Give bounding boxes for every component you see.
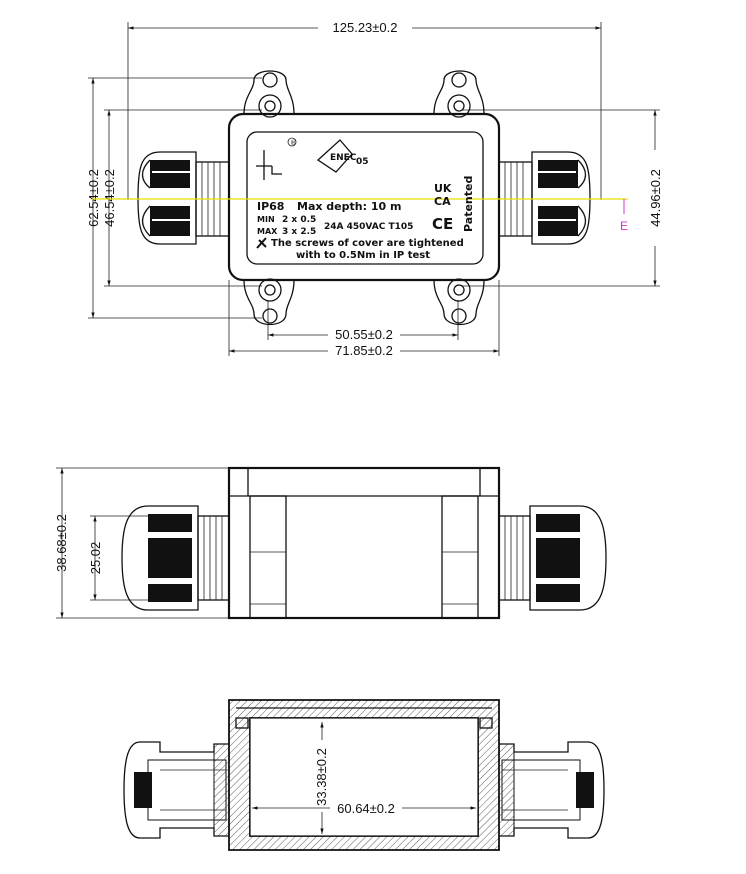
enec-logo [318,140,369,172]
side-view [54,468,606,618]
dim-gland-diameter: 25.02 [88,541,103,575]
side-right-gland [499,506,606,610]
dim-inner-height: 46.54±0.2 [102,169,117,227]
max-label: MAX [257,227,278,236]
screws-text-line1: The screws of cover are tightened [271,238,464,249]
dim-right-height: 44.96±0.2 [648,169,663,227]
dim-section-inner-width: 60.64±0.2 [337,801,395,816]
ukca-mark-ca: CA [434,195,451,208]
section-view [124,700,604,850]
patented-text: Patented [462,175,475,232]
dim-section-inner-height: 33.38±0.2 [314,748,329,806]
screws-text-line2: with to 0.5Nm in IP test [296,250,431,261]
section-left-gland [124,742,229,838]
dim-overall-width: 125.23±0.2 [332,20,398,35]
dim-hole-spacing: 50.55±0.2 [335,327,393,342]
svg-text:05: 05 [356,157,369,167]
svg-text:®: ® [290,139,297,147]
dim-overall-height: 62.54±0.2 [86,169,101,227]
min-value: 2 x 0.5 [282,215,317,225]
side-body [229,468,499,618]
dim-side-height: 38.68±0.2 [54,514,69,572]
ukca-mark-uk: UK [434,182,452,195]
left-cable-gland [138,152,229,244]
dim-body-width: 71.85±0.2 [335,343,393,358]
manufacturer-logo [256,138,297,180]
centerline-marker: E [620,219,629,233]
side-left-gland [122,506,229,610]
electrical-rating: 24A 450VAC T105 [324,222,414,232]
ce-mark: CE [432,215,454,233]
section-right-gland [499,742,604,838]
ip-rating: IP68 [257,200,285,213]
min-label: MIN [257,215,275,224]
screwdriver-icon [257,238,266,248]
max-value: 3 x 2.5 [282,227,317,237]
max-depth-text: Max depth: 10 m [297,200,402,213]
right-cable-gland [499,152,590,244]
top-view [86,20,664,358]
svg-text:ENEC: ENEC [330,153,357,163]
